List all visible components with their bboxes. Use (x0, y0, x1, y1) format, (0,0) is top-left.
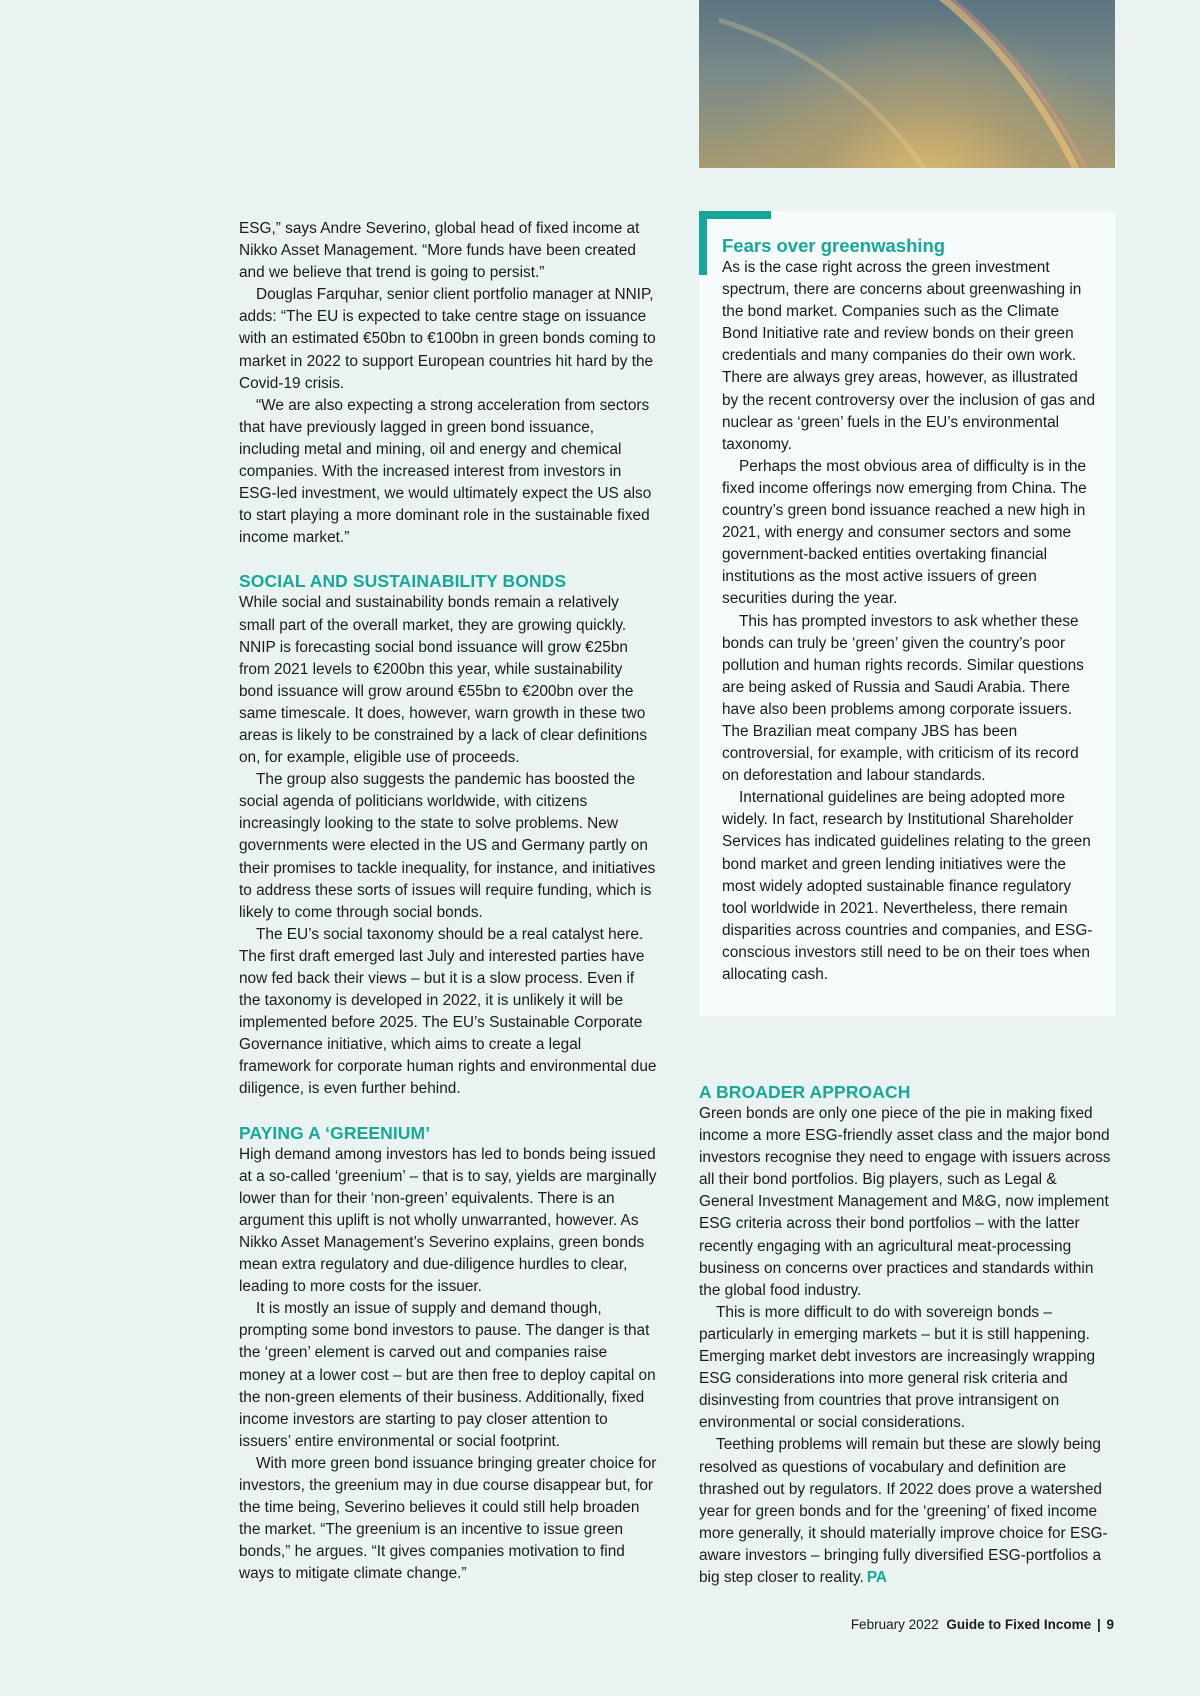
body-paragraph: Douglas Farquhar, senior client portfolio manager at NNIP, adds: “The EU is expected to take centre stage on issuance with an estimated €50bn to €100bn in green bonds coming to market in 2022 to support European countries hit hard by the Covid-19 crisis. (239, 286, 656, 392)
footer-date: February 2022 (850, 1617, 939, 1632)
final-paragraph-text: Teething problems will remain but these are slowly being resolved as questions of vocabulary and definition are thrashed out by regulators. If 2022 does prove a watershed year for green bonds and for the ‘greening’ of fixed income more generally, it should materially improve choice for ESG-aware investors – bringing fully diversified ESG-portfolios a big step closer to reality. (699, 1436, 1108, 1586)
sidebar-title: Fears over greenwashing (722, 235, 946, 256)
sidebar-paragraph: This has prompted investors to ask whether these bonds can truly be ‘green’ given the country’s poor pollution and human rights records. Similar questions are being asked of Russia and Saudi Arabia. There have also been problems among corporate issuers. The Brazilian meat company JBS has been controversial, for example, with criticism of its record on deforestation and labour standards. (722, 612, 1084, 785)
body-paragraph-final (699, 1434, 1115, 1589)
body-paragraph: Green bonds are only one piece of the pie in making fixed income a more ESG-friendly asset class and the major bond investors recognise they need to engage with issuers across all their bond portfolios. Big players, such as Legal & General Investment Management and M&G, now implement ESG criteria across their bond portfolios – with the latter recently engaging with an agricultural meat-processing business on concerns over practices and standards within the global food industry. (699, 1105, 1111, 1299)
sidebar-paragraph: As is the case right across the green investment spectrum, there are concerns about greenwashing in the bond market. Companies such as the Climate Bond Initiative rate and review bonds on their green credentials and many companies do their own work. There are always grey areas, however, as illustrated by the recent controversy over the inclusion of gas and nuclear as ‘green’ fuels in the EU’s environmental taxonomy. (722, 259, 1096, 453)
bracket-accent (699, 211, 771, 219)
footer-publication: Guide to Fixed Income (946, 1617, 1092, 1632)
body-paragraph: The EU’s social taxonomy should be a real catalyst here. The first draft emerged last July and interested parties have now fed back their views – but it is a slow process. Even if the taxonomy is developed in 2022, it is unlikely it will be implemented before 2025. The EU’s Sustainable Corporate Governance initiative, which aims to create a legal framework for corporate human rights and environmental due diligence, is even further behind. (239, 925, 657, 1098)
right-column (699, 1081, 1115, 1589)
body-paragraph: This is more difficult to do with sovereign bonds – particularly in emerging markets – but it is still happening. Emerging market debt investors are increasingly wrapping ESG considerations into more general risk criteria and disinvesting from countries that prove intransigent on environmental or social considerations. (699, 1303, 1096, 1432)
section-heading-broader-approach: A BROADER APPROACH (699, 1082, 911, 1102)
body-paragraph: High demand among investors has led to bonds being issued at a so-called ‘greenium’ – that is to say, yields are marginally lower than for their ‘non-green’ equivalents. There is an argument this uplift is not wholly unwarranted, however. As Nikko Asset Management’s Severino explains, green bonds mean extra regulatory and due-diligence hurdles to clear, leading to more costs for the issuer. (239, 1145, 657, 1296)
rainbow-arcs (699, 0, 1115, 168)
sidebar-paragraph: Perhaps the most obvious area of difficulty is in the fixed income offerings now emerging from China. The country’s green bond issuance reached a new high in 2021, with energy and consumer sectors and some government-backed entities overtaking financial institutions as the most active issuers of green securities during the year. (722, 457, 1087, 608)
sidebar-content (722, 235, 1097, 986)
page-number: 9 (1106, 1617, 1114, 1632)
body-paragraph: It is mostly an issue of supply and demand though, prompting some bond investors to pause. The danger is that the ‘green’ element is carved out and companies raise money at a lower cost – but are then free to deploy capital on the non-green elements of their business. Additionally, fixed income investors are starting to pay closer attention to issuers’ entire environmental or social footprint. (239, 1300, 656, 1450)
end-mark-logo: PA (866, 1568, 888, 1586)
bracket-accent (699, 211, 707, 275)
section-heading-greenium: PAYING A ‘GREENIUM’ (239, 1122, 431, 1143)
section-heading-social-bonds: SOCIAL AND SUSTAINABILITY BONDS (239, 571, 567, 592)
body-paragraph: “We are also expecting a strong acceleration from sectors that have previously lagged in green bond issuance, including metal and mining, oil and energy and chemical companies. With the increased interest from investors in ESG-led investment, we would ultimately expect the US also to start playing a more dominant role in the sustainable fixed income market.” (239, 396, 652, 547)
body-paragraph: ESG,” says Andre Severino, global head of fixed income at Nikko Asset Management. “More funds have been created and we believe that trend is going to persist.” (239, 220, 640, 282)
left-column (239, 218, 657, 1585)
sidebar-box-greenwashing (699, 211, 1115, 1016)
page-footer (851, 1616, 1114, 1634)
body-paragraph: The group also suggests the pandemic has boosted the social agenda of politicians worldwide, with citizens increasingly looking to the state to solve problems. New governments were elected in the US and Germany partly on their promises to tackle inequality, for instance, and initiatives to address these sorts of issues will require funding, which is likely to come through social bonds. (239, 771, 656, 921)
body-paragraph: While social and sustainability bonds remain a relatively small part of the overall market, they are growing quickly. NNIP is forecasting social bond issuance will grow €25bn from 2021 levels to €200bn this year, while sustainability bond issuance will grow around €55bn to €200bn over the same timescale. It does, however, warn growth in these two areas is likely to be constrained by a lack of clear definitions on, for example, eligible use of proceeds. (239, 594, 648, 767)
sidebar-paragraph: International guidelines are being adopted more widely. In fact, research by Institutional Shareholder Services has indicated guidelines relating to the green bond market and green lending initiatives were the most widely adopted sustainable finance regulatory tool worldwide in 2021. Nevertheless, there remain disparities across countries and companies, and ESG-conscious investors still need to be on their toes when allocating cash. (722, 789, 1093, 983)
body-paragraph: With more green bond issuance bringing greater choice for investors, the greenium may in due course disappear but, for the time being, Severino believes it could still help broaden the market. “The greenium is an incentive to issue green bonds,” he argues. “It gives companies motivation to find ways to mitigate climate change.” (239, 1454, 657, 1583)
footer-separator: | (1096, 1617, 1101, 1632)
rainbow-photo (699, 0, 1115, 168)
